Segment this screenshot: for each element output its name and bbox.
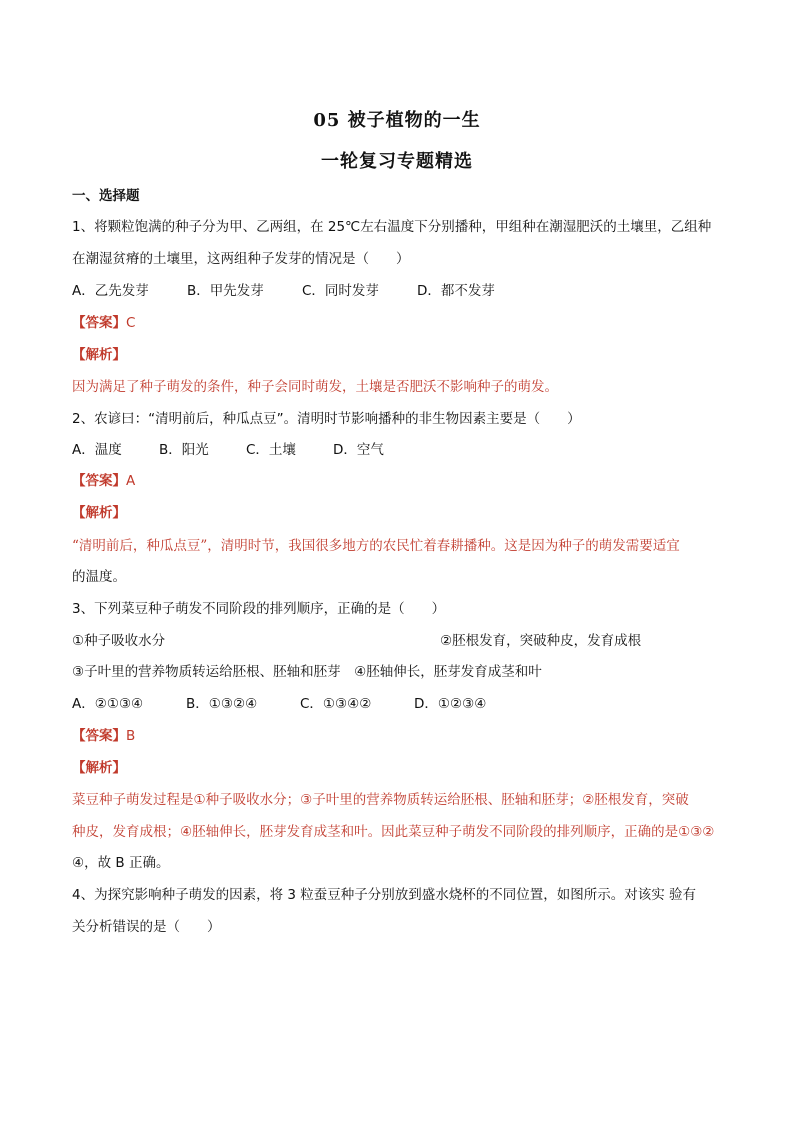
- q2-option-b: B．阳光: [159, 442, 209, 458]
- q4-stem-line1: 4、为探究影响种子萌发的因素，将 3 粒蚕豆种子分别放到盛水烧杯的不同位置，如图所示。对该实 验有: [72, 887, 697, 903]
- q1-stem-line2: 在潮湿贫瘠的土壤里，这两组种子发芽的情况是（ ）: [72, 251, 410, 267]
- q3-option-b: B．①③②④: [186, 696, 258, 712]
- page-title: 05 被子植物的一生: [313, 110, 481, 131]
- q2-answer: [72, 471, 732, 491]
- q3-analysis-label: 【解析】: [72, 760, 126, 776]
- q1-stem-line1: 1、将颗粒饱满的种子分为甲、乙两组，在 25℃左右温度下分别播种，甲组种在潮湿肥沃的土壤里，乙组种: [72, 219, 712, 235]
- q1-option-b: B．甲先发芽: [187, 283, 264, 299]
- q3-item-1: ①种子吸收水分: [72, 633, 166, 649]
- q3-option-a: A．②①③④: [72, 696, 144, 712]
- q1-option-d: D．都不发芽: [417, 283, 495, 299]
- q2-analysis-label: 【解析】: [72, 505, 126, 521]
- q1-option-a: A．乙先发芽: [72, 283, 149, 299]
- answer-value: C: [126, 315, 136, 331]
- answer-value: A: [126, 473, 136, 489]
- q3-item-3: ③子叶里的营养物质转运给胚根、胚轴和胚芽: [72, 664, 341, 680]
- q2-analysis-line2: 的温度。: [72, 569, 126, 585]
- q2-option-c: C．土壤: [246, 442, 296, 458]
- q2-options: [72, 440, 732, 460]
- q3-stem-line1: 3、下列菜豆种子萌发不同阶段的排列顺序，正确的是（ ）: [72, 601, 446, 617]
- q2-option-d: D．空气: [333, 442, 384, 458]
- q3-option-d: D．①②③④: [414, 696, 487, 712]
- q3-options: [72, 694, 732, 714]
- page-subtitle: 一轮复习专题精选: [321, 151, 473, 172]
- answer-value: B: [126, 728, 136, 744]
- q1-options: [72, 281, 732, 301]
- q1-analysis-label: 【解析】: [72, 347, 126, 363]
- q3-items-row1: [72, 631, 732, 651]
- q1-option-c: C．同时发芽: [302, 283, 379, 299]
- q4-stem-line2: 关分析错误的是（ ）: [72, 919, 221, 935]
- q3-analysis-line2: 种皮，发育成根；④胚轴伸长，胚芽发育成茎和叶。因此菜豆种子萌发不同阶段的排列顺序，正确的是①③②: [72, 824, 715, 840]
- q3-item-2: ②胚根发育，突破种皮，发育成根: [440, 633, 642, 649]
- q3-analysis-line1: 菜豆种子萌发过程是①种子吸收水分；③子叶里的营养物质转运给胚根、胚轴和胚芽；②胚根发育，突破: [72, 792, 689, 808]
- answer-label: 【答案】: [72, 473, 126, 489]
- answer-label: 【答案】: [72, 315, 126, 331]
- q3-items-row2: [72, 662, 732, 682]
- answer-label: 【答案】: [72, 728, 126, 744]
- q1-analysis-line1: 因为满足了种子萌发的条件，种子会同时萌发，土壤是否肥沃不影响种子的萌发。: [72, 379, 558, 395]
- q1-answer: [72, 313, 732, 333]
- q3-answer: [72, 726, 732, 746]
- section-heading: 一、选择题: [72, 188, 140, 204]
- q2-stem-line1: 2、农谚曰：“清明前后，种瓜点豆”。清明时节影响播种的非生物因素主要是（ ）: [72, 411, 581, 427]
- q2-option-a: A．温度: [72, 442, 122, 458]
- q3-analysis-line3: ④，故 B 正确。: [72, 855, 170, 871]
- q3-option-c: C．①③④②: [300, 696, 372, 712]
- q3-item-4: ④胚轴伸长，胚芽发育成茎和叶: [354, 664, 542, 680]
- q2-analysis-line1: “清明前后，种瓜点豆”，清明时节，我国很多地方的农民忙着春耕播种。这是因为种子的萌发需要适宜: [72, 538, 680, 554]
